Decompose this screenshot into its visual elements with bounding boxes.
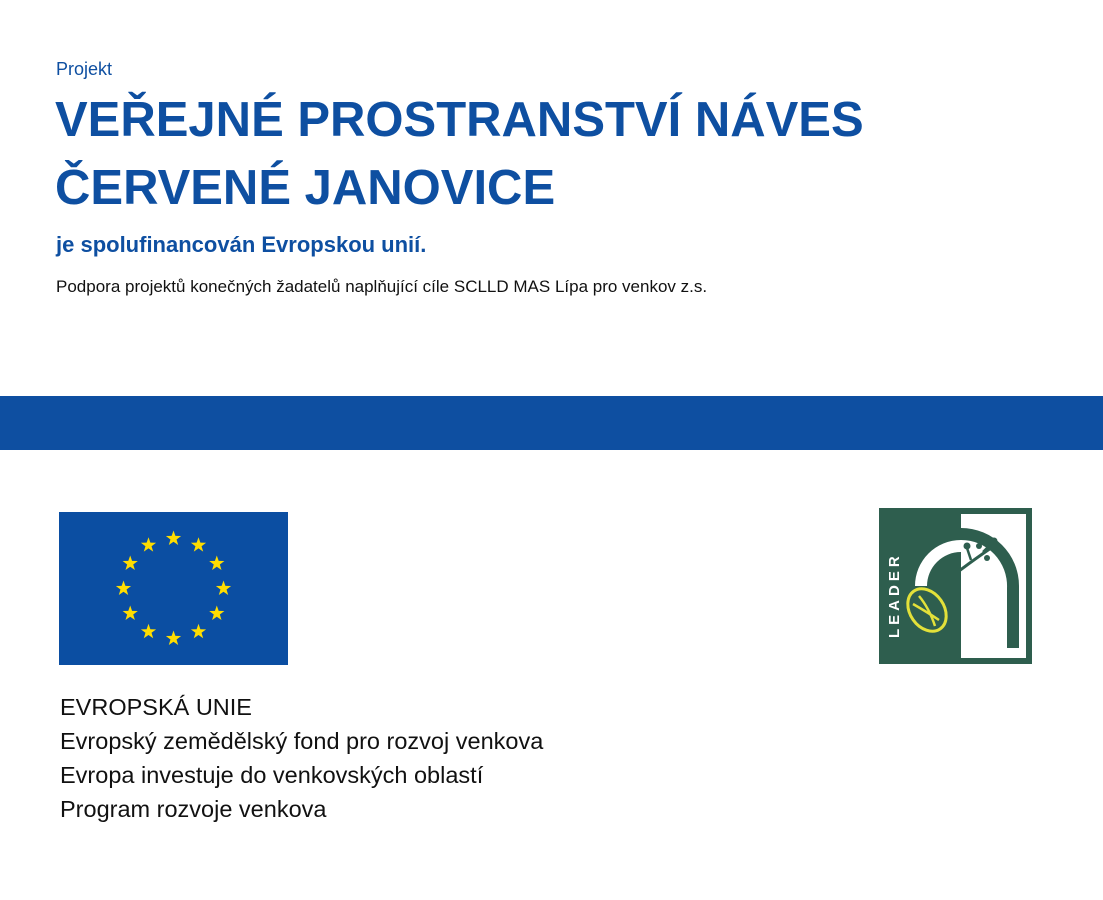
leader-text: LEADER [886, 552, 903, 638]
leader-logo-icon [879, 508, 1032, 664]
eu-fund-name: Evropský zemědělský fond pro rozvoj venkova [60, 728, 544, 754]
blue-divider-band [0, 396, 1103, 450]
eu-flag-icon [59, 512, 288, 665]
eu-funding-block [60, 690, 543, 826]
project-title [55, 86, 864, 222]
support-description: Podpora projektů konečných žadatelů naplňující cíle SCLLD MAS Lípa pro venkov z.s. [56, 277, 708, 296]
eu-slogan: Evropa investuje do venkovských oblastí [60, 762, 484, 788]
cofinancing-statement: je spolufinancován Evropskou unií. [56, 232, 427, 257]
eu-name: EVROPSKÁ UNIE [60, 694, 252, 720]
project-title-line-1: VEŘEJNÉ PROSTRANSTVÍ NÁVES [55, 93, 864, 147]
project-title-line-2: ČERVENÉ JANOVICE [55, 161, 556, 215]
project-label: Projekt [56, 59, 113, 79]
eu-programme: Program rozvoje venkova [60, 796, 327, 822]
